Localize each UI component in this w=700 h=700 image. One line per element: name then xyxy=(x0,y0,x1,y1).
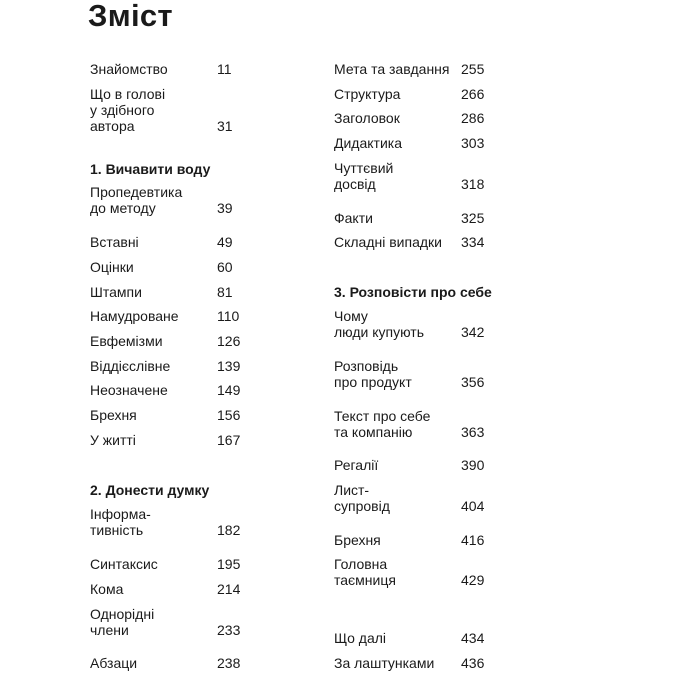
toc-entry-label: Однорідні члени xyxy=(90,606,155,638)
toc-entry-label: Оцінки xyxy=(90,259,134,275)
toc-entry-page: 233 xyxy=(217,622,241,638)
toc-entry-page: 238 xyxy=(217,655,241,671)
toc-entry-page: 167 xyxy=(217,432,241,448)
toc-entry-label: Регалії xyxy=(334,457,379,473)
toc-entry-label: Пропедевтика до методу xyxy=(90,184,183,216)
toc-entry-page: 126 xyxy=(217,333,241,349)
toc-section-heading: 2. Донести думку xyxy=(90,482,210,498)
toc-entry-page: 182 xyxy=(217,522,241,538)
toc-entry-label: Брехня xyxy=(334,532,381,548)
toc-entry-label: Намудроване xyxy=(90,308,179,324)
toc-section-heading: 3. Розповісти про себе xyxy=(334,284,492,300)
toc-entry-label: За лаштунками xyxy=(334,655,435,671)
toc-entry-label: Абзаци xyxy=(90,655,138,671)
toc-entry-page: 325 xyxy=(461,210,485,226)
toc-entry-page: 286 xyxy=(461,110,485,126)
toc-entry-page: 434 xyxy=(461,630,485,646)
toc-entry-label: Мета та завдання xyxy=(334,61,450,77)
toc-entry-label: Дидактика xyxy=(334,135,402,151)
toc-entry-page: 416 xyxy=(461,532,485,548)
toc-entry-page: 149 xyxy=(217,382,241,398)
toc-section-heading: 1. Вичавити воду xyxy=(90,161,211,177)
toc-entry-page: 60 xyxy=(217,259,233,275)
toc-entry-page: 39 xyxy=(217,200,233,216)
toc-entry-label: Головна таємниця xyxy=(334,556,396,588)
toc-entry-label: Розповідь про продукт xyxy=(334,358,412,390)
toc-entry-page: 318 xyxy=(461,176,485,192)
toc-entry-label: Що далі xyxy=(334,630,387,646)
toc-entry-page: 266 xyxy=(461,86,485,102)
toc-entry-label: Неозначене xyxy=(90,382,168,398)
toc-entry-label: Вставні xyxy=(90,234,139,250)
toc-entry-page: 81 xyxy=(217,284,233,300)
toc-entry-label: Структура xyxy=(334,86,401,102)
toc-entry-label: Віддієслівне xyxy=(90,358,171,374)
toc-entry-page: 334 xyxy=(461,234,485,250)
toc-entry-page: 363 xyxy=(461,424,485,440)
toc-entry-page: 214 xyxy=(217,581,241,597)
toc-entry-page: 156 xyxy=(217,407,241,423)
toc-entry-page: 255 xyxy=(461,61,485,77)
toc-entry-label: Факти xyxy=(334,210,373,226)
toc-entry-page: 11 xyxy=(217,61,232,77)
toc-entry-label: Чуттєвий досвід xyxy=(334,160,394,192)
toc-entry-label: Лист- супровід xyxy=(334,482,390,514)
toc-entry-label: Текст про себе та компанію xyxy=(334,408,431,440)
toc-entry-label: Евфемізми xyxy=(90,333,163,349)
toc-entry-label: Синтаксис xyxy=(90,556,158,572)
toc-entry-page: 31 xyxy=(217,118,233,134)
toc-entry-page: 436 xyxy=(461,655,485,671)
toc-entry-label: У житті xyxy=(90,432,136,448)
toc-entry-page: 356 xyxy=(461,374,485,390)
toc-entry-label: Чому люди купують xyxy=(334,308,425,340)
toc-entry-label: Інформа- тивність xyxy=(90,506,151,538)
toc-entry-label: Що в голові у здібного автора xyxy=(90,86,166,134)
toc-entry-label: Брехня xyxy=(90,407,137,423)
toc-entry-label: Заголовок xyxy=(334,110,400,126)
toc-entry-label: Штампи xyxy=(90,284,142,300)
toc-entry-page: 139 xyxy=(217,358,241,374)
toc-entry-page: 342 xyxy=(461,324,485,340)
toc-entry-page: 303 xyxy=(461,135,485,151)
page-title: Зміст xyxy=(88,0,173,33)
toc-entry-page: 390 xyxy=(461,457,485,473)
toc-entry-page: 429 xyxy=(461,572,485,588)
toc-entry-page: 110 xyxy=(217,308,240,324)
toc-entry-label: Знайомство xyxy=(90,61,168,77)
toc-entry-label: Кома xyxy=(90,581,124,597)
toc-entry-label: Складні випадки xyxy=(334,234,442,250)
toc-entry-page: 195 xyxy=(217,556,241,572)
toc-entry-page: 404 xyxy=(461,498,485,514)
toc-entry-page: 49 xyxy=(217,234,233,250)
